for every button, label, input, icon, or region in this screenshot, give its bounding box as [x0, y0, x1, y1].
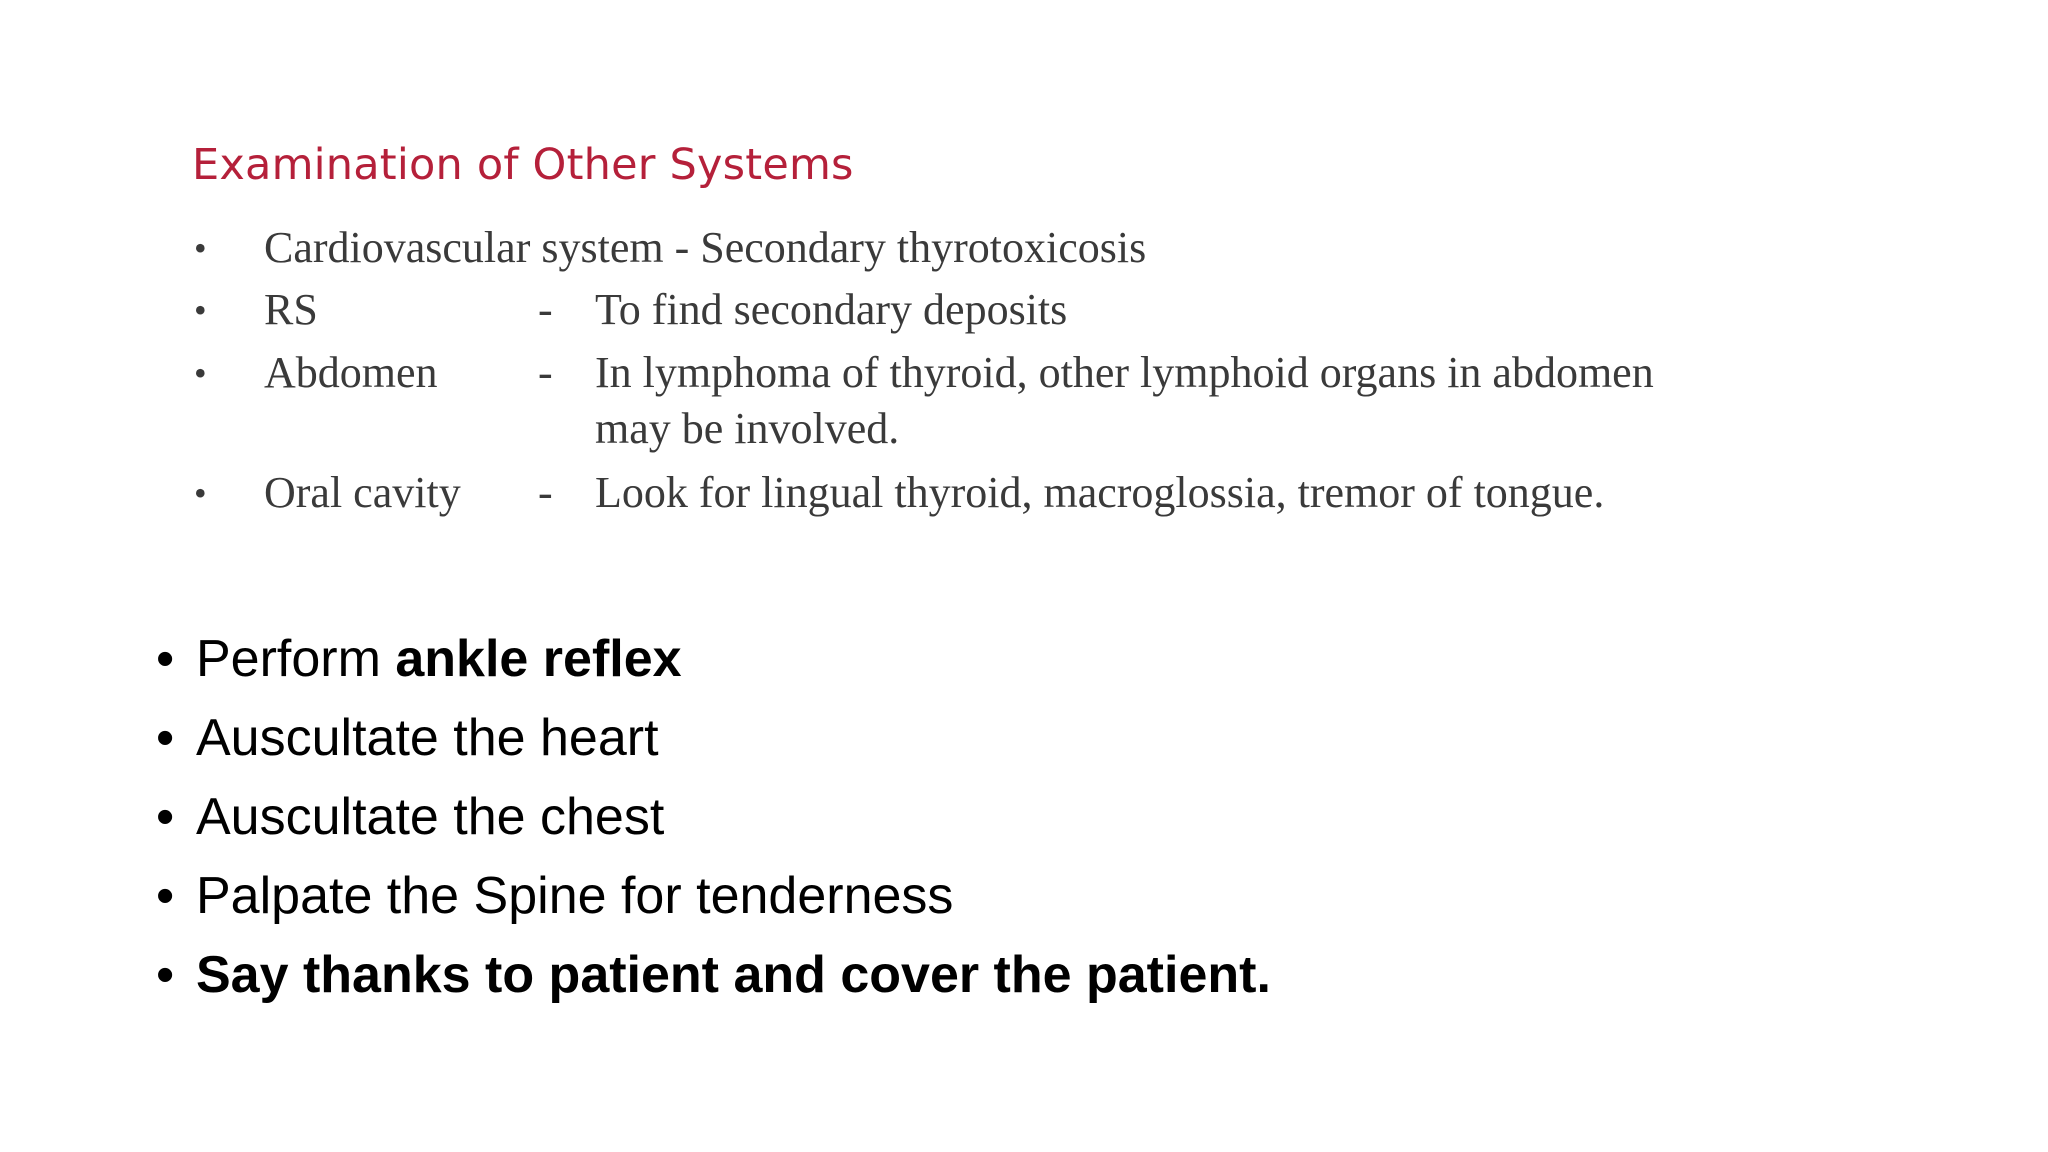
bullet-icon: •	[194, 473, 207, 513]
excerpt-item-term: Oral cavity	[264, 468, 461, 517]
bullet-icon: •	[194, 353, 207, 393]
excerpt-item-text: Cardiovascular system - Secondary thyrotoxicosis	[264, 223, 1147, 272]
bullet-icon: •	[156, 867, 175, 925]
excerpt-item-desc-continued: may be involved.	[595, 404, 900, 453]
excerpt-item-abdomen	[190, 345, 1890, 457]
excerpt-item-dash: -	[538, 348, 553, 397]
list-item-text: Auscultate the chest	[196, 788, 665, 846]
list-item-palpate-spine	[156, 857, 1271, 936]
bullet-icon: •	[194, 228, 207, 268]
excerpt-item-term: RS	[264, 285, 318, 334]
list-item-auscultate-heart	[156, 699, 1271, 778]
bullet-icon: •	[156, 709, 175, 767]
list-item-say-thanks	[156, 936, 1271, 1015]
excerpt-item-desc: In lymphoma of thyroid, other lymphoid organs in abdomen	[595, 348, 1654, 397]
bullet-icon: •	[156, 788, 175, 846]
excerpt-item-dash: -	[538, 285, 553, 334]
excerpt-title: Examination of Other Systems	[192, 140, 854, 190]
list-item-auscultate-chest	[156, 778, 1271, 857]
list-item-bold-text: ankle reflex	[395, 630, 682, 688]
list-item-text: Palpate the Spine for tenderness	[196, 867, 954, 925]
list-item-bold-text: Say thanks to patient and cover the patient.	[196, 946, 1271, 1004]
list-item-text: Perform	[196, 630, 396, 688]
excerpt-item-desc: To find secondary deposits	[595, 285, 1068, 334]
excerpt-item-desc: Look for lingual thyroid, macroglossia, tremor of tongue.	[595, 468, 1605, 517]
bullet-icon: •	[156, 630, 175, 688]
slide-bullet-list	[156, 620, 1271, 1015]
excerpt-item-dash: -	[538, 468, 553, 517]
list-item-ankle-reflex	[156, 620, 1271, 699]
book-excerpt-image	[190, 130, 1890, 550]
list-item-text: Auscultate the heart	[196, 709, 659, 767]
bullet-icon: •	[194, 290, 207, 330]
excerpt-item-term: Abdomen	[264, 348, 438, 397]
bullet-icon: •	[156, 946, 175, 1004]
